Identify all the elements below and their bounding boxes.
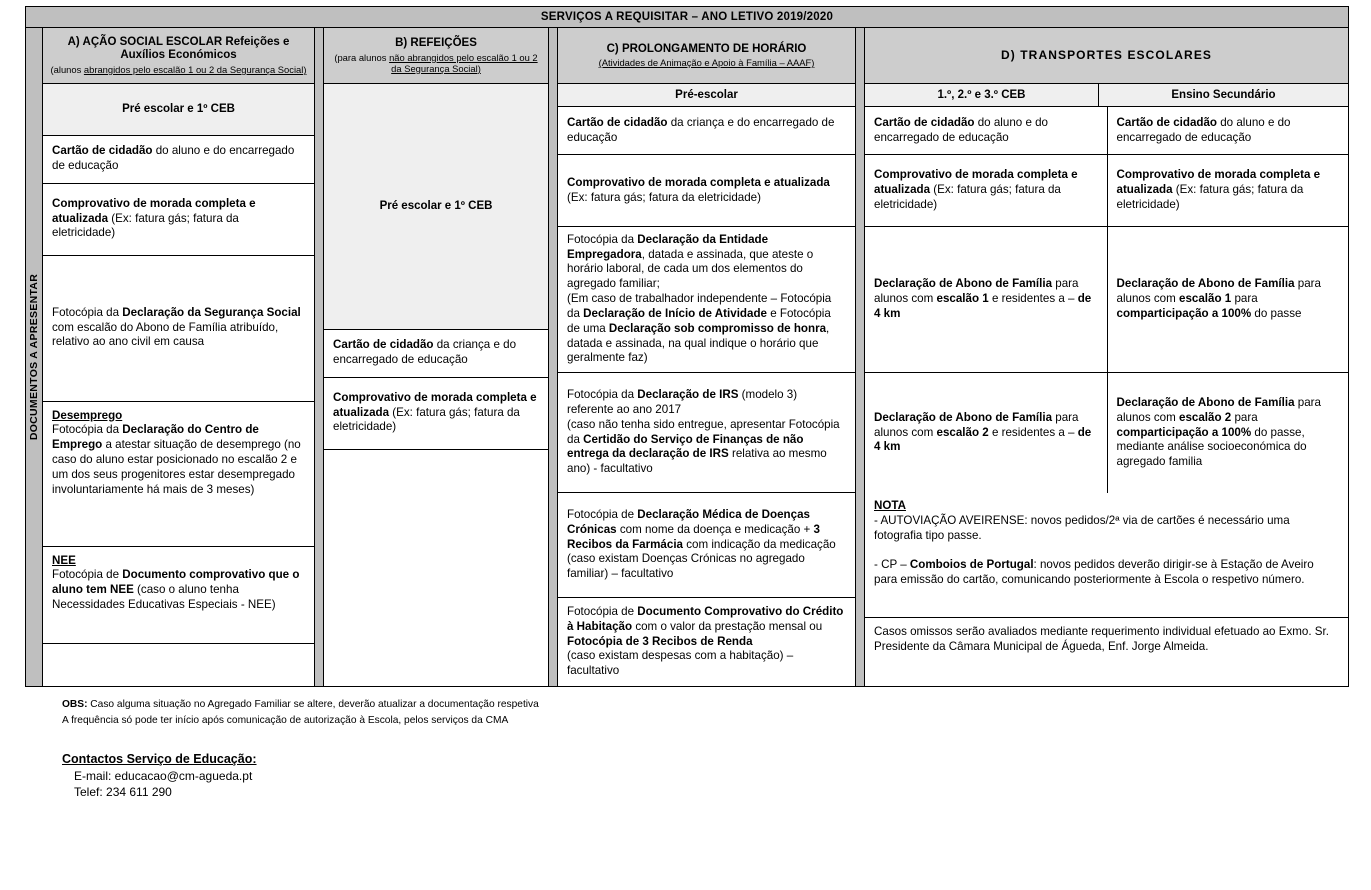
- cell-rich-text: Fotocópia da Declaração de IRS (modelo 3) referente ao ano 2017 (caso não tenha sido entregue, apresentar Fotocópia da Certidão do Serviço de Finanças de não entrega da declaração de IRS relativa ao mesmo ano) - facultativo: [567, 388, 840, 476]
- column-d-header-title: D) TRANSPORTES ESCOLARES: [1000, 48, 1213, 63]
- contacts-block: [62, 751, 1349, 800]
- column-b-header-subtitle: (para alunos não abrangidos pelo escalão 1 ou 2 da Segurança Social): [334, 51, 538, 74]
- table-cell: NEE Fotocópia de Documento comprovativo que o aluno tem NEE (caso o aluno tenha Necessidades Educativas Especiais - NEE): [43, 547, 314, 644]
- cell-rich-text: Cartão de cidadão do aluno e do encarregado de educação: [874, 115, 1049, 144]
- contacts-title: Contactos Serviço de Educação:: [62, 751, 257, 766]
- column-c-subheader: Pré-escolar: [558, 84, 855, 107]
- table-cell: [558, 373, 855, 493]
- document-footer: [25, 687, 1349, 800]
- cell-rich-text: Declaração de Abono de Família para alunos com escalão 1 para comparticipação a 100% do passe: [1116, 277, 1321, 320]
- table-cell: Comprovativo de morada completa e atualizada (Ex: fatura gás; fatura da eletricidade): [43, 184, 314, 256]
- table-cell: Comprovativo de morada completa e atualizada (Ex: fatura gás; fatura da eletricidade): [324, 378, 548, 450]
- column-d-right-subcolumn: [1107, 107, 1349, 493]
- column-b-cells: [324, 330, 548, 687]
- column-d-body-split: [865, 107, 1348, 493]
- cell-rich-text: Declaração de Abono de Família para alunos com escalão 2 e residentes a – de 4 km: [874, 410, 1092, 454]
- column-c-prolongamento-horario: [558, 28, 855, 686]
- requirements-table: [25, 28, 1349, 687]
- document-title-bar: [25, 6, 1349, 28]
- column-d-notes: [865, 493, 1348, 686]
- table-cell: [865, 155, 1107, 227]
- cell-rich-text: Cartão de cidadão do aluno e do encarregado de educação: [1116, 115, 1291, 144]
- closing-note-text: Casos omissos serão avaliados mediante requerimento individual efetuado ao Exmo. Sr. Presidente da Câmara Municipal de Águeda, Enf. Jorge Almeida.: [874, 625, 1329, 653]
- table-cell: Cartão de cidadão da criança e do encarregado de educação: [324, 330, 548, 378]
- column-a-acao-social-escolar: [43, 28, 314, 686]
- column-c-cells: [558, 107, 855, 686]
- cell-rich-text: Comprovativo de morada completa e atualizada (Ex: fatura gás; fatura da eletricidade): [874, 168, 1078, 211]
- table-cell: Comprovativo de morada completa e atualizada (Ex: fatura gás; fatura da eletricidade): [558, 155, 855, 227]
- column-b-header-title: B) REFEIÇÕES: [395, 36, 477, 49]
- column-separator: [855, 28, 865, 686]
- closing-note-cell: [865, 618, 1348, 662]
- table-cell: [1108, 155, 1349, 227]
- cell-rich-text: Comprovativo de morada completa e atualizada (Ex: fatura gás; fatura da eletricidade): [1116, 168, 1321, 211]
- table-cell: Cartão de cidadão da criança e do encarregado de educação: [558, 107, 855, 155]
- cell-rich-text: Fotocópia da Declaração da Entidade Empregadora, datada e assinada, que ateste o horário laboral, de cada um dos elementos do agregado familiar; (Em caso de trabalhador independente – Fotocópia da Declaração de Início de Atividade e Fotocópia de uma Declaração sob compromisso de honra, datada e assinada, na qual indique o horário que geralmente faz): [567, 232, 832, 365]
- nota-cell: [865, 493, 1348, 618]
- table-cell: [1108, 107, 1349, 155]
- page-title: SERVIÇOS A REQUISITAR – ANO LETIVO 2019/2020: [540, 11, 834, 23]
- table-cell-empty: [324, 450, 548, 464]
- column-d-transportes-escolares: [865, 28, 1348, 686]
- obs-line-1: OBS: Caso alguma situação no Agregado Familiar se altere, deverão atualizar a documentação respetiva: [62, 699, 539, 711]
- column-d-subheader-secundario: Ensino Secundário: [1098, 84, 1348, 107]
- column-d-header: [865, 28, 1348, 84]
- contacts-email: E-mail: educacao@cm-agueda.pt: [74, 768, 253, 783]
- nota-body: - AUTOVIAÇÃO AVEIRENSE: novos pedidos/2ª via de cartões é necessário uma fotografia tipo passe. - CP – Comboios de Portugal: novos pedidos deverão dirigir-se à Estação de Aveiro para emissão do cartão, comunicando posteriormente à Escola o respetivo número.: [874, 513, 1314, 587]
- column-separator: [548, 28, 558, 686]
- column-a-header-title: A) AÇÃO SOCIAL ESCOLAR Refeições e Auxílios Económicos: [67, 35, 290, 62]
- column-a-cells: [43, 136, 314, 687]
- column-separator: [314, 28, 324, 686]
- side-label-rail: [26, 28, 43, 686]
- column-b-subheader: Pré escolar e 1º CEB: [324, 84, 548, 330]
- obs-line-2: A frequência só pode ter início após comunicação de autorização à Escola, pelos serviços da CMA: [62, 714, 509, 726]
- table-cell: [1108, 373, 1349, 493]
- cell-rich-text: Fotocópia de Documento Comprovativo do Crédito à Habitação com o valor da prestação mensal ou Fotocópia de 3 Recibos de Renda (caso existam despesas com a habitação) – facultativo: [567, 605, 844, 678]
- column-a-subheader: Pré escolar e 1º CEB: [43, 84, 314, 136]
- table-cell: [1108, 227, 1349, 373]
- cell-rich-text: Declaração de Abono de Família para alunos com escalão 2 para comparticipação a 100% do passe, mediante análise socioeconómica do agregado familia: [1116, 395, 1321, 469]
- table-cell: [865, 227, 1107, 373]
- column-b-refeicoes: [324, 28, 548, 686]
- side-label-text: DOCUMENTOS A APRESENTAR: [28, 273, 40, 441]
- table-cell: [558, 227, 855, 373]
- table-cell: [865, 373, 1107, 493]
- nota-title: NOTA: [874, 499, 906, 512]
- table-cell-empty: [43, 644, 314, 658]
- column-c-header-title: C) PROLONGAMENTO DE HORÁRIO: [606, 42, 807, 55]
- column-a-header: [43, 28, 314, 84]
- table-cell: Fotocópia da Declaração da Segurança Social com escalão do Abono de Família atribuído, relativo ao ano civil em causa: [43, 256, 314, 402]
- column-d-subheader-row: [865, 84, 1348, 107]
- column-d-left-subcolumn: [865, 107, 1107, 493]
- table-cell: Desemprego Fotocópia da Declaração do Centro de Emprego a atestar situação de desemprego (no caso do aluno estar posicionado no escalão 2 e um dos seus progenitores estar desempregado involuntariamente há mais de 3 meses): [43, 402, 314, 547]
- column-c-header-subtitle: (Atividades de Animação e Apoio à Família – AAAF): [598, 57, 815, 69]
- cell-rich-text: Declaração de Abono de Família para alunos com escalão 1 e residentes a – de 4 km: [874, 277, 1092, 320]
- table-cell: [558, 598, 855, 686]
- column-a-header-subtitle: (alunos abrangidos pelo escalão 1 ou 2 da Segurança Social): [50, 63, 307, 75]
- column-b-header: [324, 28, 548, 84]
- column-c-header: [558, 28, 855, 84]
- table-cell: [558, 493, 855, 598]
- table-cell: Cartão de cidadão do aluno e do encarregado de educação: [43, 136, 314, 184]
- table-cell: [865, 107, 1107, 155]
- column-d-subheader-ceb: 1.º, 2.º e 3.º CEB: [865, 84, 1098, 107]
- cell-rich-text: Fotocópia de Declaração Médica de Doenças Crónicas com nome da doença e medicação + 3 Recibos da Farmácia com indicação da medicação (caso existam Doenças Crónicas no agregado familiar) – facultativo: [567, 507, 836, 581]
- contacts-phone: Telef: 234 611 290: [74, 784, 172, 799]
